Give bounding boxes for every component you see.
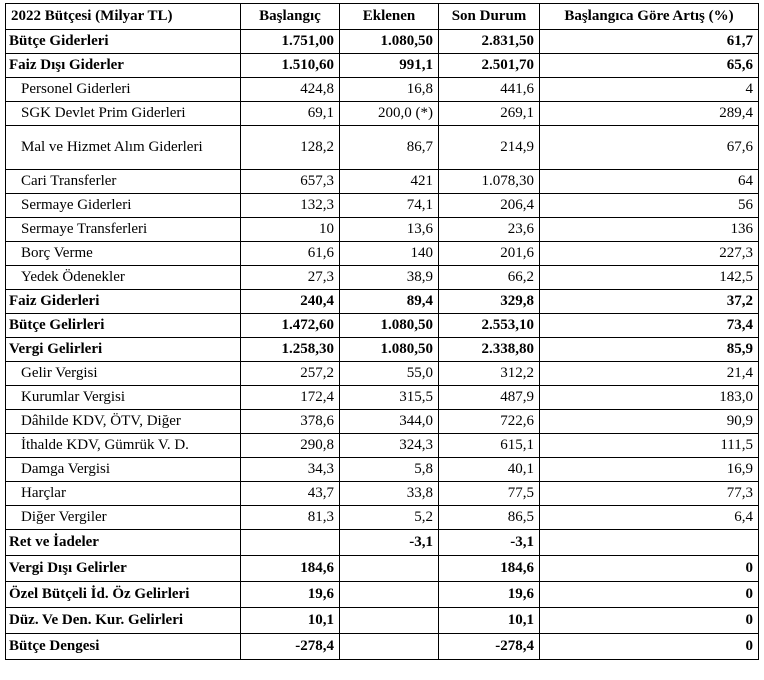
row-label-cell: Sermaye Transferleri [6,218,241,242]
baslangic-cell: 1.472,60 [241,314,340,338]
table-row [6,78,759,102]
table-row [6,506,759,530]
artis-cell: 77,3 [540,482,759,506]
row-label-cell: Cari Transferler [6,170,241,194]
artis-cell: 64 [540,170,759,194]
header-cell-eklenen: Eklenen [340,4,439,30]
table-row [6,434,759,458]
eklenen-cell [340,608,439,634]
artis-cell: 227,3 [540,242,759,266]
baslangic-cell: 43,7 [241,482,340,506]
artis-cell: 61,7 [540,30,759,54]
eklenen-cell [340,582,439,608]
table-row [6,530,759,556]
row-label-cell: Ret ve İadeler [6,530,241,556]
son-durum-cell: 19,6 [439,582,540,608]
row-label-cell: Özel Bütçeli İd. Öz Gelirleri [6,582,241,608]
eklenen-cell: 38,9 [340,266,439,290]
eklenen-cell: 315,5 [340,386,439,410]
baslangic-cell: -278,4 [241,634,340,660]
baslangic-cell: 184,6 [241,556,340,582]
son-durum-cell: 2.501,70 [439,54,540,78]
artis-cell: 142,5 [540,266,759,290]
son-durum-cell: 722,6 [439,410,540,434]
table-row [6,242,759,266]
baslangic-cell: 240,4 [241,290,340,314]
table-row [6,458,759,482]
row-label-cell: Mal ve Hizmet Alım Giderleri [6,126,241,170]
son-durum-cell: 77,5 [439,482,540,506]
son-durum-cell: 269,1 [439,102,540,126]
row-label-cell: Harçlar [6,482,241,506]
eklenen-cell: 1.080,50 [340,314,439,338]
baslangic-cell: 81,3 [241,506,340,530]
eklenen-cell: 13,6 [340,218,439,242]
eklenen-cell: 200,0 (*) [340,102,439,126]
son-durum-cell: 206,4 [439,194,540,218]
row-label-cell: Personel Giderleri [6,78,241,102]
table-row [6,102,759,126]
son-durum-cell: 40,1 [439,458,540,482]
artis-cell: 56 [540,194,759,218]
baslangic-cell: 10,1 [241,608,340,634]
table-row [6,582,759,608]
budget-table [5,3,759,660]
son-durum-cell: 86,5 [439,506,540,530]
son-durum-cell: -278,4 [439,634,540,660]
row-label-cell: Bütçe Dengesi [6,634,241,660]
baslangic-cell: 132,3 [241,194,340,218]
table-row [6,634,759,660]
table-row [6,410,759,434]
baslangic-cell: 290,8 [241,434,340,458]
row-label-cell: SGK Devlet Prim Giderleri [6,102,241,126]
son-durum-cell: 2.553,10 [439,314,540,338]
row-label-cell: Dâhilde KDV, ÖTV, Diğer [6,410,241,434]
son-durum-cell: 10,1 [439,608,540,634]
row-label-cell: Yedek Ödenekler [6,266,241,290]
table-row [6,556,759,582]
table-row [6,290,759,314]
eklenen-cell: 89,4 [340,290,439,314]
table-row [6,194,759,218]
baslangic-cell: 1.751,00 [241,30,340,54]
artis-cell: 183,0 [540,386,759,410]
table-header-row [6,4,759,30]
header-cell-title: 2022 Bütçesi (Milyar TL) [6,4,241,30]
son-durum-cell: 23,6 [439,218,540,242]
artis-cell: 85,9 [540,338,759,362]
eklenen-cell: 991,1 [340,54,439,78]
table-row [6,170,759,194]
row-label-cell: Borç Verme [6,242,241,266]
table-row [6,54,759,78]
baslangic-cell: 1.510,60 [241,54,340,78]
eklenen-cell [340,634,439,660]
baslangic-cell: 657,3 [241,170,340,194]
son-durum-cell: 329,8 [439,290,540,314]
row-label-cell: Damga Vergisi [6,458,241,482]
table-row [6,338,759,362]
son-durum-cell: 487,9 [439,386,540,410]
eklenen-cell: 16,8 [340,78,439,102]
artis-cell: 6,4 [540,506,759,530]
eklenen-cell: 33,8 [340,482,439,506]
eklenen-cell: 324,3 [340,434,439,458]
baslangic-cell: 61,6 [241,242,340,266]
row-label-cell: Sermaye Giderleri [6,194,241,218]
artis-cell: 21,4 [540,362,759,386]
baslangic-cell: 34,3 [241,458,340,482]
son-durum-cell: 615,1 [439,434,540,458]
son-durum-cell: 214,9 [439,126,540,170]
artis-cell: 37,2 [540,290,759,314]
eklenen-cell: 1.080,50 [340,30,439,54]
table-row [6,266,759,290]
eklenen-cell: 344,0 [340,410,439,434]
table-row [6,482,759,506]
artis-cell [540,530,759,556]
baslangic-cell: 19,6 [241,582,340,608]
header-cell-son-durum: Son Durum [439,4,540,30]
artis-cell: 67,6 [540,126,759,170]
artis-cell: 111,5 [540,434,759,458]
son-durum-cell: 441,6 [439,78,540,102]
row-label-cell: Düz. Ve Den. Kur. Gelirleri [6,608,241,634]
son-durum-cell: 2.831,50 [439,30,540,54]
baslangic-cell: 128,2 [241,126,340,170]
artis-cell: 90,9 [540,410,759,434]
row-label-cell: Diğer Vergiler [6,506,241,530]
header-cell-artis: Başlangıca Göre Artış (%) [540,4,759,30]
table-body [6,30,759,660]
row-label-cell: Gelir Vergisi [6,362,241,386]
artis-cell: 136 [540,218,759,242]
son-durum-cell: 184,6 [439,556,540,582]
eklenen-cell: 5,8 [340,458,439,482]
artis-cell: 0 [540,582,759,608]
eklenen-cell: 5,2 [340,506,439,530]
table-row [6,362,759,386]
row-label-cell: Kurumlar Vergisi [6,386,241,410]
baslangic-cell [241,530,340,556]
son-durum-cell: 201,6 [439,242,540,266]
son-durum-cell: 66,2 [439,266,540,290]
table-row [6,218,759,242]
row-label-cell: Bütçe Giderleri [6,30,241,54]
row-label-cell: Vergi Dışı Gelirler [6,556,241,582]
son-durum-cell: 312,2 [439,362,540,386]
table-row [6,386,759,410]
artis-cell: 16,9 [540,458,759,482]
artis-cell: 0 [540,556,759,582]
eklenen-cell: 1.080,50 [340,338,439,362]
son-durum-cell: -3,1 [439,530,540,556]
row-label-cell: İthalde KDV, Gümrük V. D. [6,434,241,458]
baslangic-cell: 378,6 [241,410,340,434]
baslangic-cell: 10 [241,218,340,242]
table-row [6,314,759,338]
son-durum-cell: 1.078,30 [439,170,540,194]
artis-cell: 65,6 [540,54,759,78]
row-label-cell: Faiz Giderleri [6,290,241,314]
eklenen-cell: 140 [340,242,439,266]
artis-cell: 73,4 [540,314,759,338]
artis-cell: 289,4 [540,102,759,126]
baslangic-cell: 257,2 [241,362,340,386]
eklenen-cell: 55,0 [340,362,439,386]
row-label-cell: Vergi Gelirleri [6,338,241,362]
header-cell-baslangic: Başlangıç [241,4,340,30]
eklenen-cell: 86,7 [340,126,439,170]
baslangic-cell: 172,4 [241,386,340,410]
baslangic-cell: 27,3 [241,266,340,290]
table-row [6,608,759,634]
artis-cell: 0 [540,634,759,660]
eklenen-cell [340,556,439,582]
eklenen-cell: 74,1 [340,194,439,218]
budget-table-container [5,3,759,660]
table-row [6,126,759,170]
table-row [6,30,759,54]
row-label-cell: Faiz Dışı Giderler [6,54,241,78]
baslangic-cell: 69,1 [241,102,340,126]
eklenen-cell: 421 [340,170,439,194]
artis-cell: 0 [540,608,759,634]
artis-cell: 4 [540,78,759,102]
baslangic-cell: 424,8 [241,78,340,102]
row-label-cell: Bütçe Gelirleri [6,314,241,338]
baslangic-cell: 1.258,30 [241,338,340,362]
son-durum-cell: 2.338,80 [439,338,540,362]
eklenen-cell: -3,1 [340,530,439,556]
